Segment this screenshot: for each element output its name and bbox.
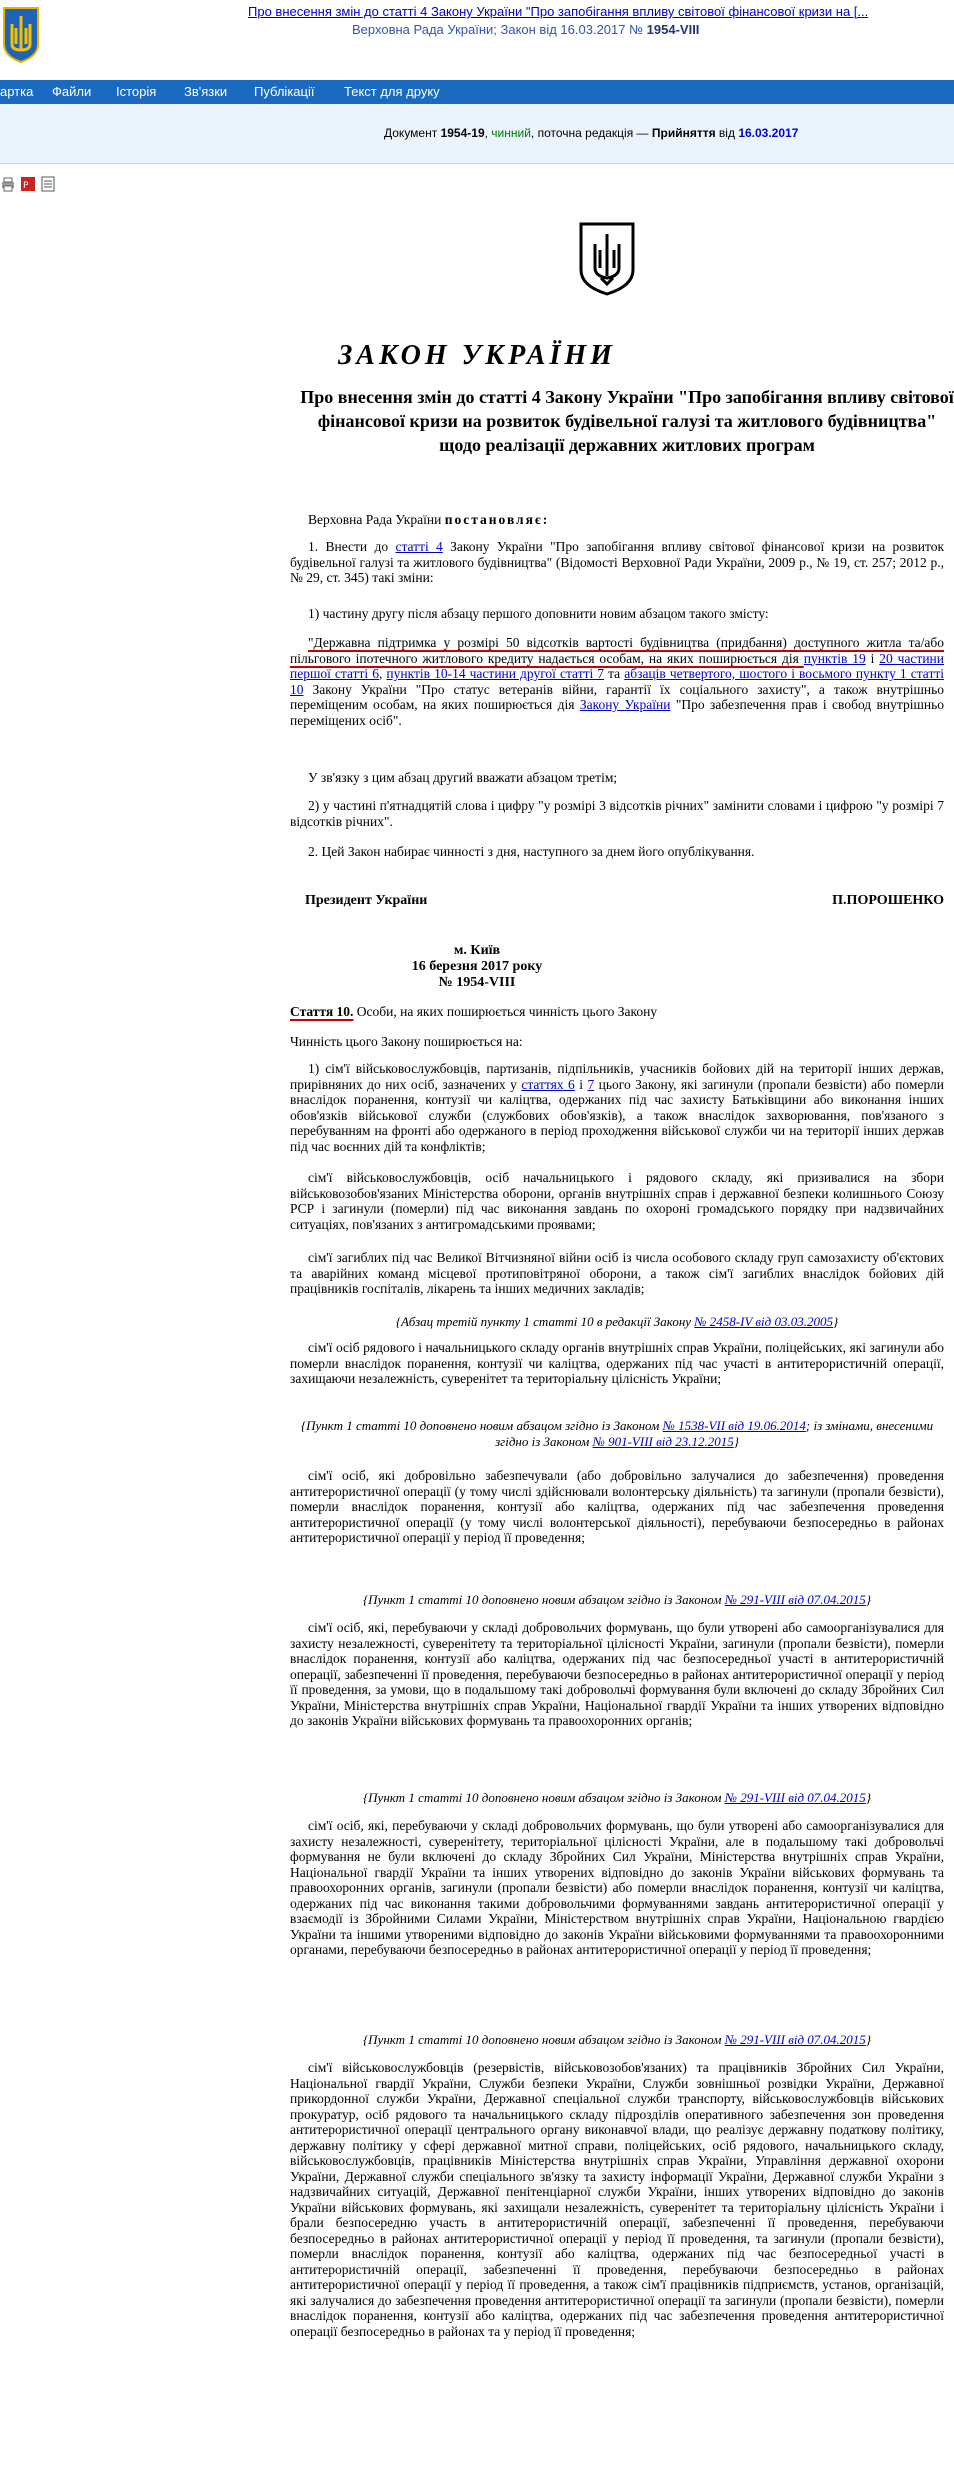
pdf-icon[interactable] xyxy=(20,176,36,192)
article-10-para-6: сім'ї осіб, які, перебуваючи у складі добровольчих формувань, що були утворені або самоорганізувалися для захисту незалежності, суверенітету та територіальної цілісності України, загинули (пропали безвісти), померли внаслідок поранення, контузії або каліцтва, одержаних під час безпосередньої участі в антитерористичній операції, забезпеченні її проведення, перебуваючи безпосередньо в районах антитерористичної операції у період її проведення, за умови, що в подальшому такі добровольчі формування були включені до складу Збройних Сил України, Міністерства внутрішніх справ України, Національної гвардії України та інших утворених відповідно до законів України військових формувань та правоохоронних органів; xyxy=(290,1620,944,1728)
link-law-901[interactable]: № 901-VIII від 23.12.2015 xyxy=(592,1433,734,1449)
coat-of-arms-icon xyxy=(577,220,637,296)
nav-bar xyxy=(0,80,954,104)
link-idp-law[interactable]: Закону України xyxy=(579,697,671,712)
article-10-para-3: сім'ї загиблих під час Великої Вітчизняної війни осіб із числа особового складу груп самозахисту об'єктових та аварійних команд місцевої протиповітряної оборони, а також сім'ї загиблих внаслідок бойових дій працівників госпіталів, лікарень та інших медичних закладів; xyxy=(290,1250,944,1296)
law-number: 1954-VIII xyxy=(646,22,700,37)
president-name: П.ПОРОШЕНКО xyxy=(832,893,944,908)
nav-item-history[interactable]: Історія xyxy=(116,84,157,99)
header xyxy=(0,0,954,80)
paragraph-3: "Державна підтримка у розмірі 50 відсотків вартості будівництва (придбання) доступного житла та/або пільгового іпотечного житлового кредиту надається особам, на яких поширюється дія пунктів 19 і 20 частини першої статті 6, пунктів 10-14 частини другої статті 7 та абзаців четвертого, шостого і восьмого пункту 1 статті 10 Закону України "Про статус ветеранів війни, гарантії їх соціального захисту", а також внутрішньо переміщеним особам, на яких поширюється дія Закону України "Про забезпечення прав і свобод внутрішньо переміщених осіб". xyxy=(290,635,945,728)
paragraph-5: 2) у частині п'ятнадцятій слова і цифру "у розмірі 3 відсотків річних" замінити словами і цифрою "у розмірі 7 відсотків річних". xyxy=(290,798,944,829)
doc-subtitle: Про внесення змін до статті 4 Закону України "Про запобігання впливу світової фінансової кризи на розвиток будівельної галузі та житлового будівництва" щодо реалізації державних житлових програм xyxy=(300,387,954,455)
paragraph-2: 1) частину другу після абзацу першого доповнити новим абзацом такого змісту: xyxy=(308,606,769,621)
paragraph-6: 2. Цей Закон набирає чинності з дня, наступного за днем його опублікування. xyxy=(308,844,755,859)
link-law-291-c[interactable]: № 291-VIII від 07.04.2015 xyxy=(724,2032,866,2047)
link-articles-6[interactable]: статтях 6 xyxy=(521,1076,575,1092)
paragraph-4: У зв'язку з цим абзац другий вважати абзацом третім; xyxy=(308,770,618,785)
link-law-2458[interactable]: № 2458-IV від 03.03.2005 xyxy=(694,1314,833,1329)
nav-item-print[interactable]: Текст для друку xyxy=(344,84,440,99)
nav-item-files[interactable]: Файли xyxy=(52,84,92,99)
link-law-1538[interactable]: № 1538-VII від 19.06.2014 xyxy=(662,1418,806,1433)
article-10-para-8: сім'ї військовослужбовців (резервістів, військовозобов'язаних) та працівників Збройних Сил України, Національної гвардії України, Служби безпеки України, Служби зовнішньої розвідки України, Державної прикордонної служби України, Державної спеціальної служби транспорту, військовослужбовців військових прокуратур, осіб рядового та начальницького складу підрозділів оперативного забезпечення зон проведення антитерористичної операції центрального органу виконавчої влади, що реалізує державну податкову політику, державну політику у сфері державної митної справи, поліцейських, осіб рядового, начальницького складу, військовослужбовців, працівників Міністерства внутрішніх справ України, Управління державної охорони України, Державної служби спеціального зв'язку та захисту інформації України, Державної служби України з надзвичайних ситуацій, Державної пенітенціарної служби України, інших утворених відповідно до законів України військових формувань, які захищали незалежність, суверенітет та територіальну цілісність України і брали безпосередню участь в антитерористичній операції, забезпеченні її проведення, перебуваючи безпосередньо в районах антитерористичної операції у період її проведення, та загинули (пропали безвісти), померли внаслідок поранення, контузії або каліцтва, одержаних під час безпосередньої участі в антитерористичній операції, забезпеченні її проведення, перебуваючи безпосередньо в районах антитерористичної операції у період її проведення, а також сім'ї працівників підприємств, установ, організацій, які залучалися до забезпечення проведення антитерористичної операції та загинули (пропали безвісти), померли внаслідок поранення, контузії або каліцтва, одержаних під час забезпечення проведення антитерористичної операції безпосередньо в районах та у період її проведення; xyxy=(290,2060,944,2339)
adoption-label: Прийняття xyxy=(651,126,716,140)
note-1: {Абзац третій пункту 1 статті 10 в редакції Закону № 2458-IV від 03.03.2005} xyxy=(395,1314,839,1329)
link-article-7-short[interactable]: 7 xyxy=(587,1076,595,1092)
breadcrumb-link[interactable]: Про внесення змін до статті 4 Закону України "Про запобігання впливу світової фінансової кризи на [... xyxy=(248,4,869,19)
link-article-4[interactable]: статті 4 xyxy=(395,539,443,554)
note-3: {Пункт 1 статті 10 доповнено новим абзацом згідно із Законом № 291-VIII від 07.04.2015} xyxy=(362,1592,872,1607)
article-10-heading: Стаття 10. Особи, на яких поширюється чинність цього Закону xyxy=(290,1004,658,1019)
status-badge[interactable]: чинний xyxy=(491,126,531,140)
svg-text:P: P xyxy=(23,181,29,191)
article-10-para-2: сім'ї військовослужбовців, осіб начальницького і рядового складу, які призивалися на збори військовозобов'язаних Міністерства оборони, органів внутрішніх справ і державної безпеки колишнього Союзу РСР і загинули (померли) під час виконання завдань по охороні громадського порядку при надзвичайних ситуаціях, пов'язаних з антигромадськими проявами; xyxy=(290,1170,944,1232)
article-10-intro: Чинність цього Закону поширюється на: xyxy=(290,1034,523,1049)
note-2: {Пункт 1 статті 10 доповнено новим абзацом згідно із Законом № 1538-VII від 19.06.2014; із змінами, внесеними згідно із Законом № 901-VIII від 23.12.2015} xyxy=(300,1418,934,1449)
link-law-291-b[interactable]: № 291-VIII від 07.04.2015 xyxy=(724,1790,866,1805)
link-article-6[interactable]: 20 частини першої статті 6 xyxy=(290,650,944,681)
sign-place-date: м. Київ 16 березня 2017 року № 1954-VIII xyxy=(411,943,543,990)
article-10-para-7: сім'ї осіб, які, перебуваючи у складі добровольчих формувань, що були утворені або самоорганізувалися для захисту незалежності, суверенітету, територіальної цілісності України, але в подальшому такі добровольчі формування не були включені до складу Збройних Сил України, Міністерства внутрішніх справ України, Національної гвардії України та інших утворених відповідно до законів України військових формувань та правоохоронних органів, загинули (пропали безвісти) або померли внаслідок поранення, контузії чи каліцтва, одержаних під час виконання такими добровольчими формуваннями завдань антитерористичної операції у взаємодії із Збройними Силами України, Міністерством внутрішніх справ України, Національною гвардією України та іншими утвореними відповідно до законів України військовими формуваннями та правоохоронними органами, перебуваючи безпосередньо в районах антитерористичної операції у період її проведення; xyxy=(290,1818,944,1957)
document-meta: Верховна Рада України; Закон від 16.03.2017 № 1954-VIII xyxy=(352,22,700,37)
doc-export-icon[interactable] xyxy=(40,176,56,192)
nav-item-card[interactable]: артка xyxy=(0,84,34,99)
rada-decree: Верховна Рада України постановляє: xyxy=(308,512,550,527)
nav-item-links[interactable]: Зв'язки xyxy=(184,84,228,99)
status-panel xyxy=(0,104,954,164)
doc-number: 1954-19 xyxy=(440,126,485,140)
link-article-7[interactable]: пунктів 10-14 частини другої статті 7 xyxy=(386,666,605,681)
nav-item-publications[interactable]: Публікації xyxy=(254,84,315,99)
doc-title: ЗАКОН УКРАЇНИ xyxy=(338,340,616,371)
signature-row xyxy=(305,893,944,909)
president-label: Президент України xyxy=(305,893,428,908)
link-law-291-a[interactable]: № 291-VIII від 07.04.2015 xyxy=(724,1592,866,1607)
link-article-10[interactable]: абзаців четвертого, шостого і восьмого пункту 1 статті 10 xyxy=(290,666,944,697)
note-5: {Пункт 1 статті 10 доповнено новим абзацом згідно із Законом № 291-VIII від 07.04.2015} xyxy=(362,2032,872,2047)
ukraine-crest-icon[interactable] xyxy=(0,4,42,64)
adoption-date: 16.03.2017 xyxy=(738,126,799,140)
article-10-para-4: сім'ї осіб рядового і начальницького складу органів внутрішніх справ України, поліцейських, які загинули або померли внаслідок поранення, контузії чи каліцтва, одержаних під час участі в антитерористичній операції, захищаючи незалежність, суверенітет та територіальну цілісність України; xyxy=(290,1340,944,1386)
note-4: {Пункт 1 статті 10 доповнено новим абзацом згідно із Законом № 291-VIII від 07.04.2015} xyxy=(362,1790,872,1805)
status-text: Документ 1954-19, чинний, поточна редакція — Прийняття від 16.03.2017 xyxy=(384,126,799,140)
print-icon[interactable] xyxy=(0,176,16,192)
article-10-para-5: сім'ї осіб, які добровільно забезпечували (або добровільно залучалися до забезпечення) проведення антитерористичної операції (у тому числі здійснювали волонтерську діяльність) та загинули (пропали безвісти), померли внаслідок поранення, контузії або каліцтва, одержаних під час забезпечення проведення антитерористичної операції (у тому числі волонтерської діяльності), перебуваючи безпосередньо в районах антитерористичної операції у період її проведення; xyxy=(290,1468,944,1545)
article-10-item-1: 1) сім'ї військовослужбовців, партизанів, підпільників, учасників бойових дій на території інших держав, прирівняних до них осіб, зазначених у статтях 6 і 7 цього Закону, які загинули (пропали безвісти) або померли внаслідок поранення, контузії чи каліцтва, одержаних під час захисту Батьківщини або виконання інших обов'язків військової служби (службових обов'язків), а також внаслідок захворювання, пов'язаного з перебуванням на фронті або одержаного в період проходження військової служби чи на території інших держав під час воєнних дій та конфліктів; xyxy=(290,1061,944,1154)
paragraph-1: 1. Внести до статті 4 Закону України "Про запобігання впливу світової фінансової кризи на розвиток будівельної галузі та житлового будівництва" (Відомості Верховної Ради України, 2009 р., № 19, ст. 257; 2012 р., № 29, ст. 345) такі зміни: xyxy=(290,539,945,585)
link-items-19[interactable]: пунктів 19 xyxy=(803,650,866,666)
